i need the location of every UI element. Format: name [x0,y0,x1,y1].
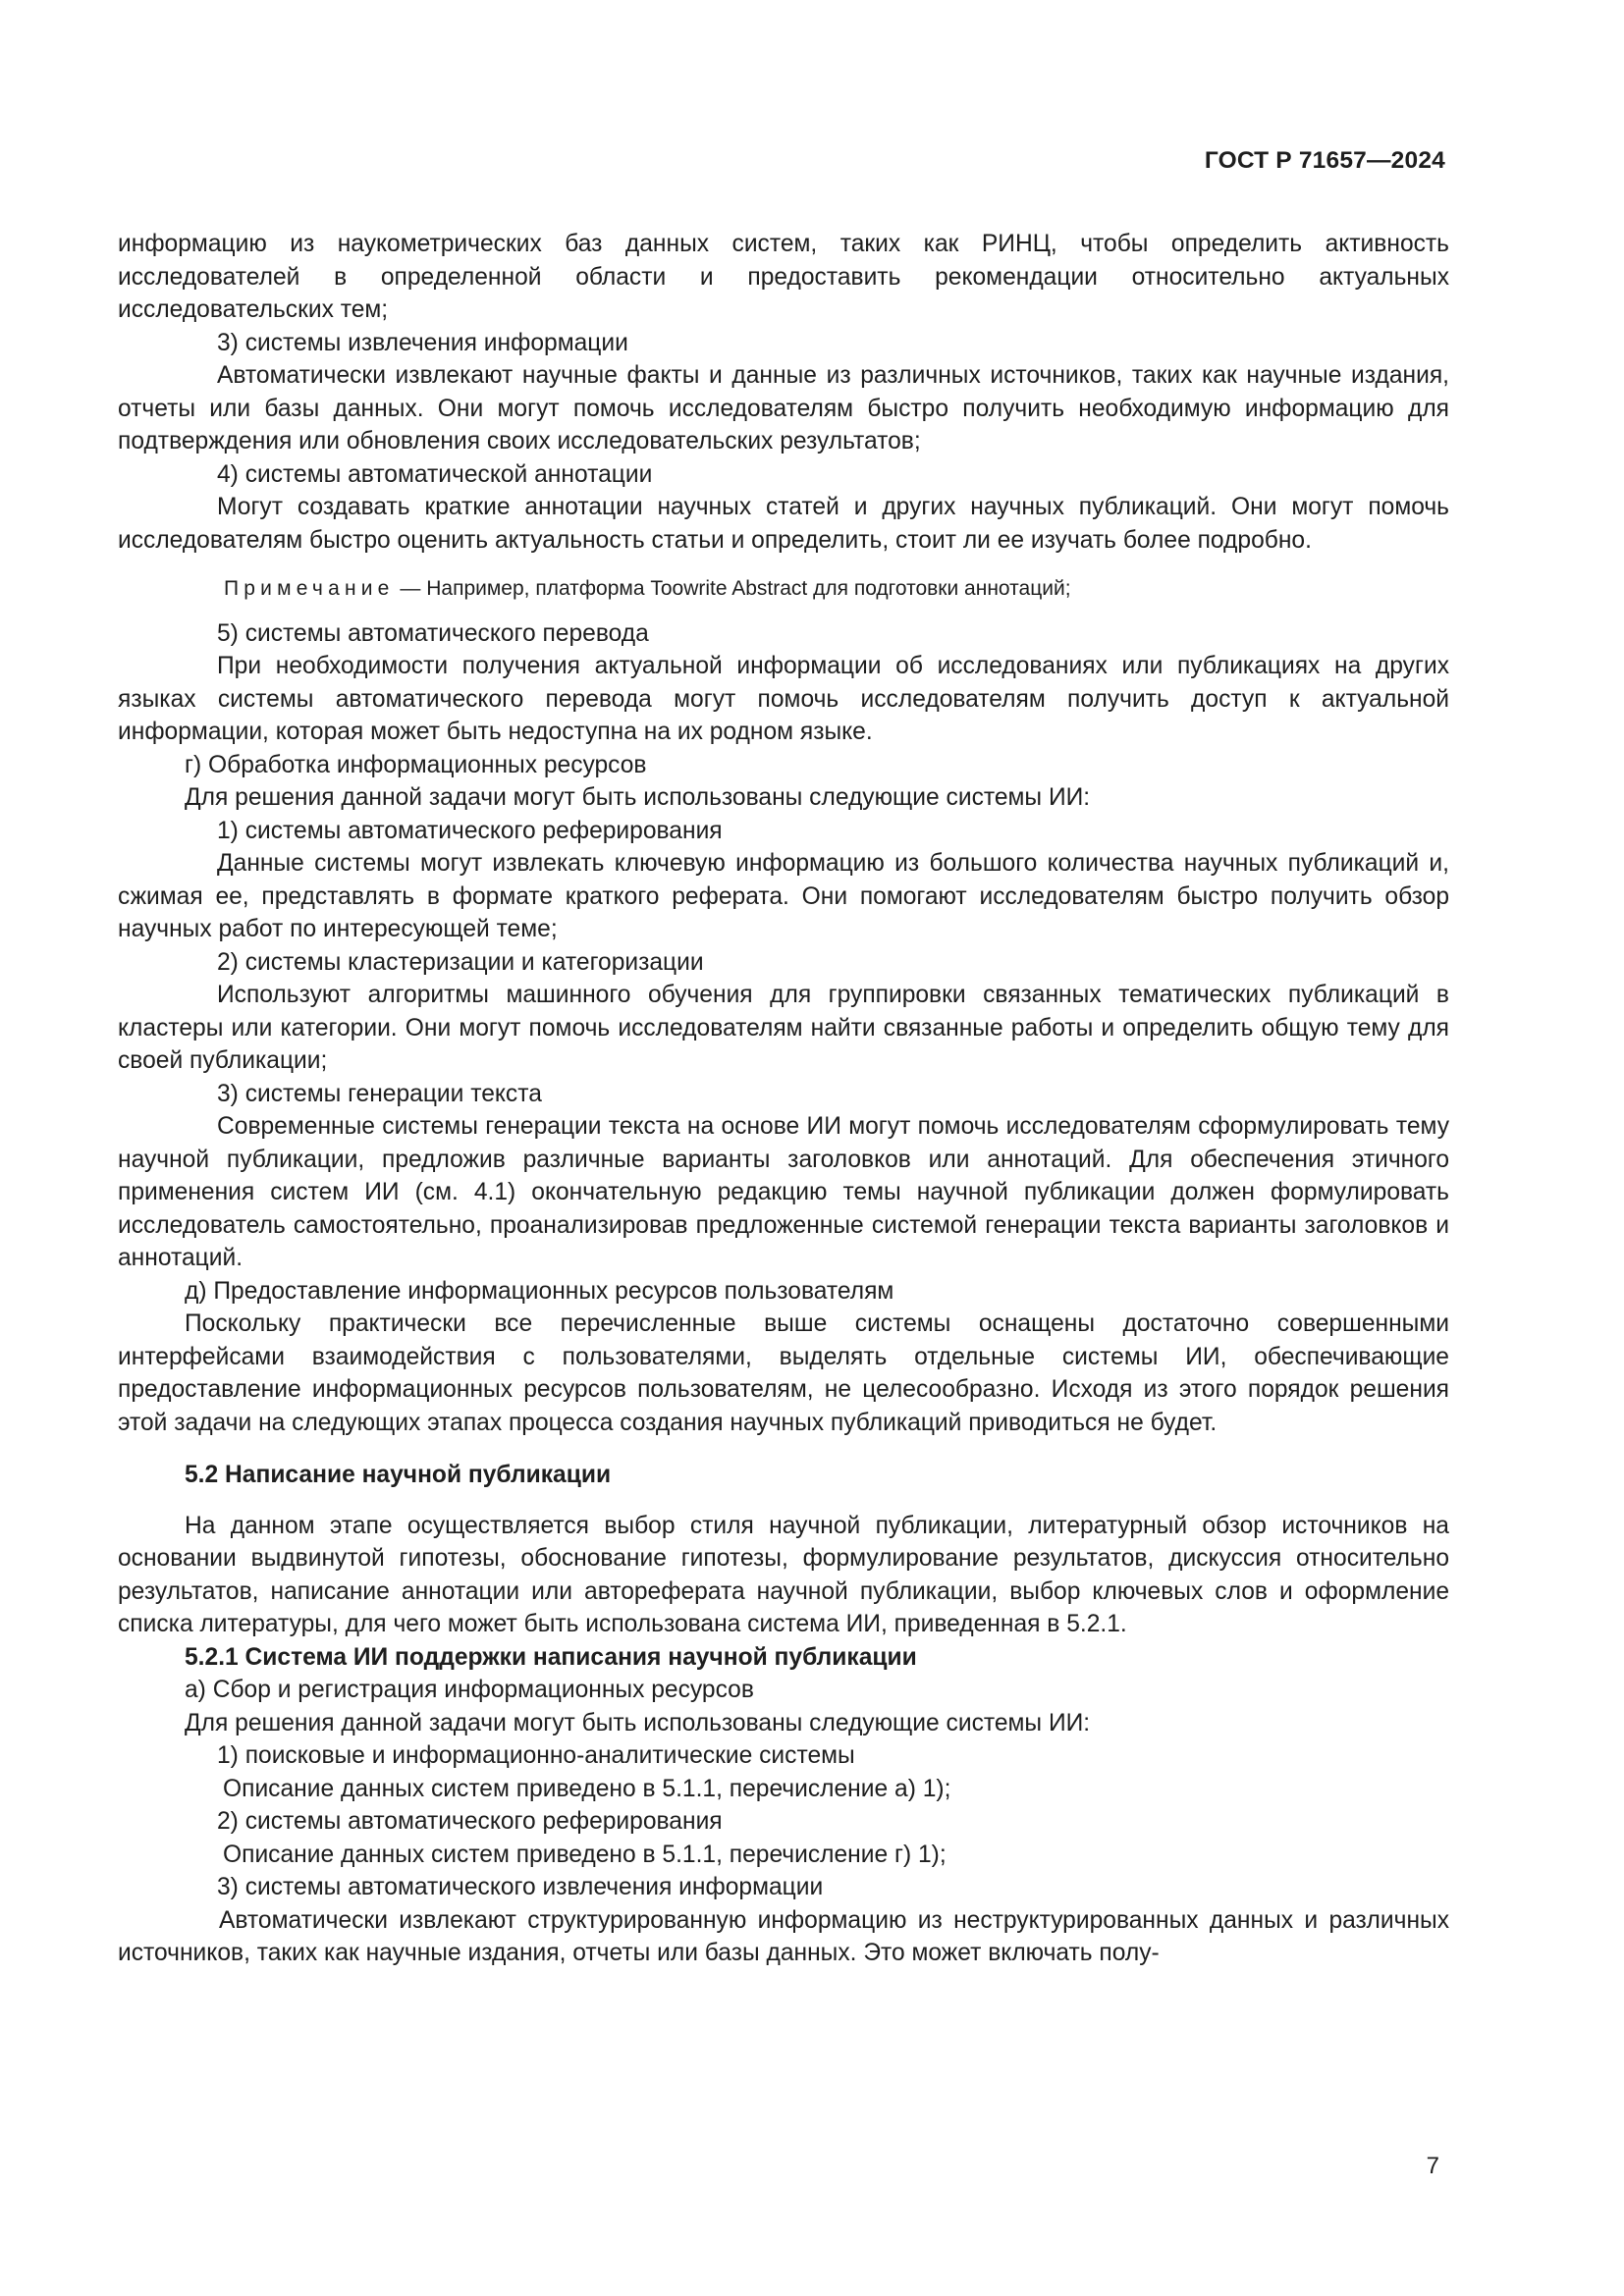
list-item-heading: 4) системы автоматической аннотации [217,460,653,488]
section-heading: 5.2 Написание научной публикации [185,1462,612,1488]
list-item-heading: 1) системы автоматического реферирования [217,817,723,844]
list-item-heading: д) Предоставление информационных ресурсов пользователям [185,1277,894,1305]
note-text: — Например, платформа Toowrite Abstract для подготовки аннотаций; [394,577,1071,600]
document-body [118,228,1449,1970]
list-item-heading: 1) поисковые и информационно-аналитические системы [217,1742,855,1769]
list-item-heading: 2) системы автоматического реферирования [217,1808,723,1835]
list-item-heading: 5) системы автоматического перевода [217,619,649,647]
list-item-heading: а) Сбор и регистрация информационных ресурсов [185,1677,754,1703]
paragraph: На данном этапе осуществляется выбор стиля научной публикации, литературный обзор источников на основании выдвинутой гипотезы, обоснование гипотезы, формулирование результатов, дискуссия относительно результатов, написание аннотации или автореферата научной публикации, выбор ключевых слов и оформление списка литературы, для чего может быть использована система ИИ, приведенная в 5.2.1. [118,1512,1449,1637]
paragraph: Поскольку практически все перечисленные выше системы оснащены достаточно совершенными интерфейсами взаимодействия с пользователями, выделять отдельные системы ИИ, обеспечивающие предоставление информационных ресурсов пользователям, не целесообразно. Исходя из этого порядок решения этой задачи на следующих этапах процесса создания научных публикаций приводиться не будет. [118,1310,1449,1436]
paragraph: Используют алгоритмы машинного обучения для группировки связанных тематических публикаций в кластеры или категории. Они могут помочь исследователям найти связанные работы и определить общую тему для своей публикации; [118,982,1449,1074]
paragraph: Для решения данной задачи могут быть использованы следующие системы ИИ: [185,1709,1091,1736]
list-item-heading: 3) системы генерации текста [217,1080,542,1107]
list-item-heading: г) Обработка информационных ресурсов [185,751,647,778]
paragraph: Могут создавать краткие аннотации научных статей и других научных публикаций. Они могут помочь исследователям быстро оценить актуальность статьи и определить, стоит ли ее изучать более подробно. [118,494,1449,554]
paragraph: Описание данных систем приведено в 5.1.1, перечисление г) 1); [223,1841,947,1868]
page-number: 7 [1426,2153,1439,2179]
note [118,572,1449,606]
subsection-heading: 5.2.1 Система ИИ поддержки написания научной публикации [185,1643,917,1671]
paragraph: информацию из наукометрических баз данных систем, таких как РИНЦ, чтобы определить активность исследователей в определенной области и предоставить рекомендации относительно актуальных исследовательских тем; [118,231,1449,323]
paragraph: Данные системы могут извлекать ключевую информацию из большого количества научных публикаций и, сжимая ее, представлять в формате краткого реферата. Они помогают исследователям быстро получить обзор научных работ по интересующей теме; [118,850,1449,942]
paragraph: Описание данных систем приведено в 5.1.1, перечисление а) 1); [223,1775,951,1802]
note-label: Примечание [224,577,395,600]
paragraph: Для решения данной задачи могут быть использованы следующие системы ИИ: [185,784,1091,811]
paragraph: Современные системы генерации текста на основе ИИ могут помочь исследователям сформулировать тему научной публикации, предложив различные варианты заголовков или аннотаций. Для обеспечения этичного применения систем ИИ (см. 4.1) окончательную редакцию темы научной публикации должен формулировать исследователь самостоятельно, проанализировав предложенные системой генерации текста варианты заголовков и аннотаций. [118,1113,1449,1271]
list-item-heading: 3) системы автоматического извлечения информации [217,1874,824,1900]
list-item-heading: 3) системы извлечения информации [217,329,628,356]
paragraph: Автоматически извлекают научные факты и данные из различных источников, таких как научные издания, отчеты или базы данных. Они могут помочь исследователям быстро получить необходимую информацию для подтверждения или обновления своих исследовательских результатов; [118,362,1449,454]
paragraph: При необходимости получения актуальной информации об исследованиях или публикациях на других языках системы автоматического перевода могут помочь исследователям получить доступ к актуальной информации, которая может быть недоступна на их родном языке. [118,653,1449,745]
document-header-title: ГОСТ Р 71657—2024 [1204,147,1445,174]
paragraph: Автоматически извлекают структурированную информацию из неструктурированных данных и различных источников, таких как научные издания, отчеты или базы данных. Это может включать полу- [118,1906,1449,1966]
list-item-heading: 2) системы кластеризации и категоризации [217,948,704,976]
